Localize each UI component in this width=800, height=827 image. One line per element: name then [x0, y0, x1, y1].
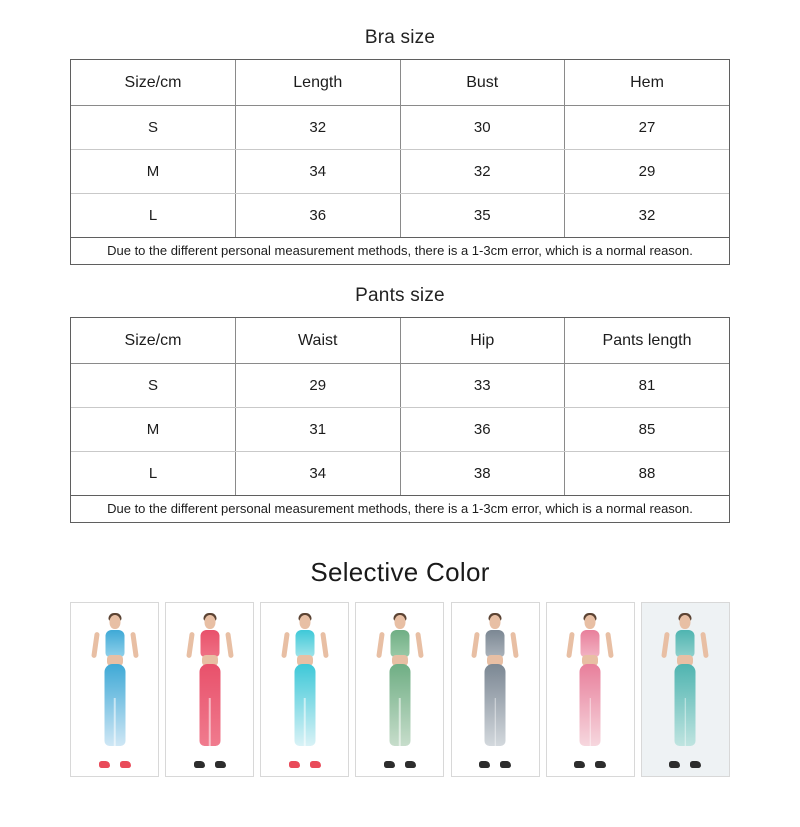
column-header-size: Size/cm: [71, 318, 236, 364]
sports-bra-shape: [581, 630, 600, 657]
arm-right-shape: [510, 632, 519, 658]
table-row: [71, 364, 729, 408]
cell-hip: 38: [400, 452, 565, 496]
shoe-left-shape: [194, 761, 205, 768]
product-size-chart-page: [0, 27, 800, 827]
column-header-waist: Waist: [236, 318, 401, 364]
leggings-shape: [104, 664, 125, 746]
color-option-6[interactable]: [546, 602, 635, 777]
table-row: [71, 106, 729, 150]
cell-bust: 30: [400, 106, 565, 150]
cell-size: L: [71, 452, 236, 496]
head-shape: [109, 615, 120, 629]
arm-right-shape: [605, 632, 614, 658]
color-option-7[interactable]: [641, 602, 730, 777]
sports-bra-shape: [295, 630, 314, 657]
leggings-shape: [199, 664, 220, 746]
model-figure: [87, 613, 143, 768]
cell-size: M: [71, 408, 236, 452]
cell-pants-length: 81: [565, 364, 730, 408]
cell-hip: 36: [400, 408, 565, 452]
pants-size-table-wrapper: [70, 317, 730, 523]
shoe-right-shape: [120, 761, 131, 768]
table-row: [71, 194, 729, 238]
column-header-bust: Bust: [400, 60, 565, 106]
column-header-pants-length: Pants length: [565, 318, 730, 364]
arm-right-shape: [320, 632, 329, 658]
cell-pants-length: 88: [638, 465, 656, 482]
arm-left-shape: [376, 632, 385, 658]
shoe-right-shape: [310, 761, 321, 768]
column-header-size: Size/cm: [71, 60, 236, 106]
head-shape: [490, 615, 501, 629]
column-header-hip: Hip: [400, 318, 565, 364]
leggings-shape: [580, 664, 601, 746]
model-figure: [372, 613, 428, 768]
cell-hem: 29: [565, 150, 730, 194]
cell-size: L: [71, 194, 236, 238]
color-option-3[interactable]: [260, 602, 349, 777]
shoe-right-shape: [595, 761, 606, 768]
column-header-length: Length: [236, 60, 401, 106]
model-figure: [277, 613, 333, 768]
bra-size-table-wrapper: [70, 59, 730, 265]
sports-bra-shape: [486, 630, 505, 657]
sports-bra-shape: [676, 630, 695, 657]
cell-hem: 27: [565, 106, 730, 150]
selective-color-title: Selective Color: [310, 557, 490, 587]
arm-right-shape: [701, 632, 710, 658]
head-shape: [299, 615, 310, 629]
sports-bra-shape: [390, 630, 409, 657]
leggings-shape: [294, 664, 315, 746]
shoe-right-shape: [500, 761, 511, 768]
cell-length: 32: [236, 106, 401, 150]
shoe-left-shape: [289, 761, 300, 768]
table-row: [71, 408, 729, 452]
model-figure: [562, 613, 618, 768]
leggings-shape: [675, 664, 696, 746]
arm-right-shape: [225, 632, 234, 658]
cell-bust: 35: [400, 194, 565, 238]
table-row: [71, 150, 729, 194]
cell-waist: 34: [236, 452, 401, 496]
sports-bra-shape: [200, 630, 219, 657]
model-figure: [467, 613, 523, 768]
color-option-5[interactable]: [451, 602, 540, 777]
shoe-left-shape: [384, 761, 395, 768]
color-option-4[interactable]: [355, 602, 444, 777]
head-shape: [394, 615, 405, 629]
color-option-2[interactable]: [165, 602, 254, 777]
leggings-shape: [485, 664, 506, 746]
arm-left-shape: [471, 632, 480, 658]
model-figure: [657, 613, 713, 768]
shoe-left-shape: [99, 761, 110, 768]
leggings-shape: [389, 664, 410, 746]
table-header-row: [71, 60, 729, 106]
shoe-right-shape: [690, 761, 701, 768]
head-shape: [585, 615, 596, 629]
cell-size: S: [71, 364, 236, 408]
cell-size: S: [71, 106, 236, 150]
sports-bra-shape: [105, 630, 124, 657]
shoe-left-shape: [479, 761, 490, 768]
shoe-left-shape: [574, 761, 585, 768]
cell-hem: 32: [638, 207, 656, 224]
cell-waist: 31: [236, 408, 401, 452]
color-option-1[interactable]: [70, 602, 159, 777]
cell-bust: 32: [400, 150, 565, 194]
table-row: [71, 452, 729, 496]
column-header-hem: Hem: [565, 60, 730, 106]
arm-right-shape: [130, 632, 139, 658]
arm-left-shape: [281, 632, 290, 658]
pants-size-title: Pants size: [355, 285, 445, 306]
cell-length: 36: [236, 194, 401, 238]
table-header-row: [71, 318, 729, 364]
arm-left-shape: [186, 632, 195, 658]
cell-pants-length: 85: [565, 408, 730, 452]
shoe-left-shape: [669, 761, 680, 768]
model-figure: [182, 613, 238, 768]
head-shape: [204, 615, 215, 629]
shoe-right-shape: [405, 761, 416, 768]
arm-left-shape: [662, 632, 671, 658]
cell-size: M: [71, 150, 236, 194]
color-swatch-strip: [70, 602, 730, 777]
cell-length: 34: [236, 150, 401, 194]
head-shape: [680, 615, 691, 629]
pants-size-table: [71, 318, 729, 495]
bra-measurement-note: Due to the different personal measurement methods, there is a 1-3cm error, which is a normal reason.: [71, 237, 729, 264]
shoe-right-shape: [215, 761, 226, 768]
cell-hip: 33: [400, 364, 565, 408]
cell-waist: 29: [236, 364, 401, 408]
arm-left-shape: [566, 632, 575, 658]
bra-size-table: [71, 60, 729, 237]
arm-right-shape: [415, 632, 424, 658]
arm-left-shape: [91, 632, 100, 658]
bra-size-title: Bra size: [364, 27, 436, 48]
pants-measurement-note: Due to the different personal measurement methods, there is a 1-3cm error, which is a normal reason.: [71, 495, 729, 522]
